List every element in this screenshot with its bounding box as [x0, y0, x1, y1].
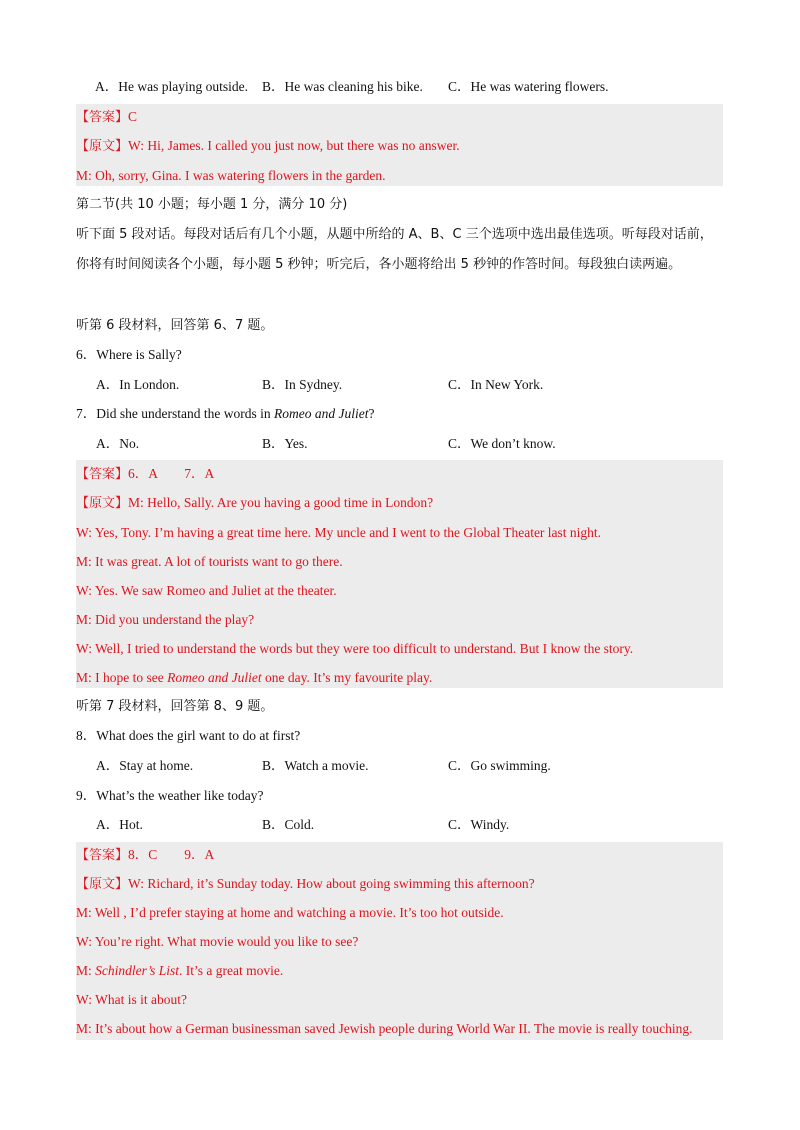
material-6-heading: 听第 6 段材料，回答第 6、7 题。 [76, 318, 274, 333]
script-5-line-2: M: Oh, sorry, Gina. I was watering flowers in the garden. [76, 168, 386, 183]
script-67-line-6: W: Well, I tried to understand the words but they were too difficult to understand. But I know the story. [76, 641, 634, 656]
q5-options [76, 73, 722, 101]
script-67-line-3: M: It was great. A lot of tourists want to go there. [76, 554, 343, 569]
option-a: A．No. [96, 436, 140, 451]
option-b: B．He was cleaning his bike. [262, 79, 423, 94]
option-a: A．In London. [96, 377, 180, 392]
q7-options [76, 430, 722, 458]
script-89-line-6: M: It’s about how a German businessman saved Jewish people during World War II. The movie is really touching. [76, 1021, 693, 1036]
option-a: A．Stay at home. [96, 758, 194, 773]
script-89-line-1: 【原文】W: Richard, it’s Sunday today. How about going swimming this afternoon? [76, 876, 535, 892]
option-b: B．Cold. [262, 817, 315, 832]
option-b: B．Yes. [262, 436, 308, 451]
question-6: 6．Where is Sally? [76, 347, 182, 362]
script-89-line-4: M: Schindler’s List. It’s a great movie. [76, 963, 284, 978]
option-c: C．Go swimming. [448, 758, 551, 773]
script-67-line-4: W: Yes. We saw Romeo and Juliet at the theater. [76, 583, 337, 598]
answer-5: 【答案】C [76, 109, 138, 125]
section-instructions: 听下面 5 段对话。每段对话后有几个小题，从题中所给的 A、B、C 三个选项中选出最佳选项。听每段对话前，你将有时间阅读各个小题，每小题 5 秒钟；听完后，各小题将给出 5 秒钟的作答时间。每段独白读两遍。 [76, 227, 713, 272]
option-a: A．He was playing outside. [95, 79, 248, 94]
option-c: C．In New York. [448, 377, 544, 392]
answer-6-7: 【答案】6．A 7．A [76, 466, 215, 482]
answer-8-9: 【答案】8．C 9．A [76, 847, 215, 863]
option-c: C．He was watering flowers. [448, 79, 609, 94]
script-67-line-1: 【原文】M: Hello, Sally. Are you having a good time in London? [76, 495, 434, 511]
q8-options [76, 752, 722, 780]
question-8: 8．What does the girl want to do at first? [76, 728, 301, 743]
question-9: 9．What’s the weather like today? [76, 788, 264, 803]
question-7: 7．Did she understand the words in Romeo and Juliet? [76, 406, 375, 421]
option-b: B．In Sydney. [262, 377, 343, 392]
option-a: A．Hot. [96, 817, 143, 832]
q9-options [76, 811, 722, 839]
script-67-line-5: M: Did you understand the play? [76, 612, 255, 627]
script-67-line-2: W: Yes, Tony. I’m having a great time here. My uncle and I went to the Global Theater last night. [76, 525, 602, 540]
script-67-line-7: M: I hope to see Romeo and Juliet one day. It’s my favourite play. [76, 670, 433, 685]
option-c: C．Windy. [448, 817, 510, 832]
script-89-line-5: W: What is it about? [76, 992, 187, 1007]
option-b: B．Watch a movie. [262, 758, 369, 773]
q6-options [76, 371, 722, 399]
material-7-heading: 听第 7 段材料，回答第 8、9 题。 [76, 699, 274, 714]
script-89-line-3: W: You’re right. What movie would you like to see? [76, 934, 359, 949]
section-title: 第二节(共 10 小题；每小题 1 分，满分 10 分) [76, 197, 348, 212]
script-5-line-1: 【原文】W: Hi, James. I called you just now, but there was no answer. [76, 138, 460, 154]
option-c: C．We don’t know. [448, 436, 556, 451]
script-89-line-2: M: Well , I’d prefer staying at home and watching a movie. It’s too hot outside. [76, 905, 504, 920]
